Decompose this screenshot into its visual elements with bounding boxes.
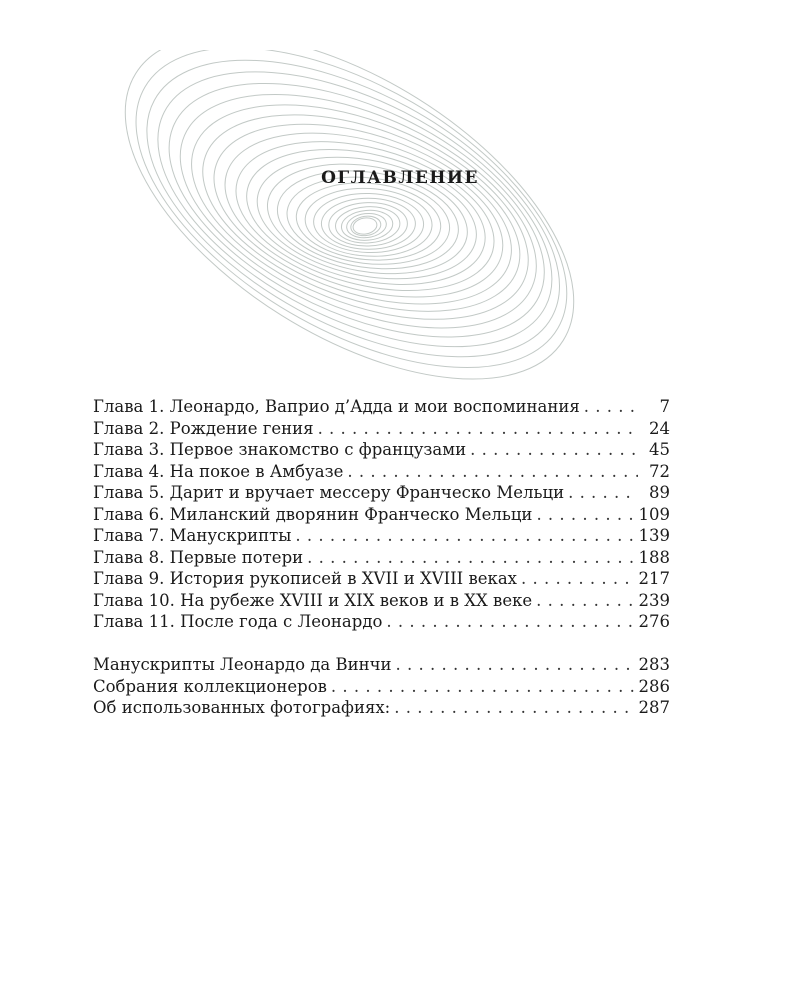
toc-entry-page-number: 7 [659,397,670,416]
toc-entry-title: Глава 7. Манускрипты [93,526,292,545]
ornament-ring [205,103,522,327]
toc-entry[interactable] [93,697,670,719]
toc-entry-title: Глава 10. На рубеже XVIII и XIX веков и в XX веке [93,590,533,610]
toc-entry-title: Глава 11. После года с Леонардо [93,612,383,631]
ornament-ring [120,50,631,390]
toc-entry-title: Собрания коллекционеров [93,676,327,696]
dot-leader [396,654,635,676]
spiral-shell-ornament-icon [120,50,660,390]
dot-leader [521,568,635,590]
dot-leader [295,525,634,547]
toc-entry-title: Об использованных фотографиях: [93,698,391,717]
dot-leader [394,697,634,719]
toc-entry[interactable] [93,439,670,461]
toc-entry[interactable] [93,396,670,418]
dot-leader [536,504,634,526]
ornament-ring [335,205,401,245]
toc-entry[interactable] [93,461,670,483]
toc-entry-title: Глава 9. История рукописей в XVII и XVIII веках [93,569,517,588]
dot-leader [584,396,638,418]
dot-leader [536,590,634,612]
dot-leader [386,611,634,633]
toc-entry-title: Глава 4. На покое в Амбуазе [93,461,344,481]
toc-entry-page-number: 286 [638,676,670,696]
toc-entry-page-number: 217 [638,569,670,588]
dot-leader [568,482,638,504]
toc-entry-page-number: 109 [638,504,670,524]
toc-entry-title: Глава 1. Леонардо, Ваприо д’Адда и мои воспоминания [93,397,580,416]
toc-entry-title: Глава 8. Первые потери [93,547,304,567]
toc-entry-page-number: 45 [649,440,670,459]
dot-leader [331,676,635,698]
toc-entry[interactable] [93,482,670,504]
toc-entry[interactable] [93,504,670,526]
toc-entry[interactable] [93,547,670,569]
toc-entry-title: Глава 3. Первое знакомство с французами [93,440,467,459]
dot-leader [347,461,638,483]
toc-section-gap [93,633,670,655]
toc-entry-page-number: 287 [638,698,670,717]
toc-entry[interactable] [93,525,670,547]
toc-entry-page-number: 276 [638,612,670,631]
toc-entry-page-number: 24 [649,418,670,438]
toc-entry-page-number: 139 [638,526,670,545]
ornament-ring [233,127,499,306]
toc-entry-page-number: 188 [638,547,670,567]
dot-leader [470,439,638,461]
toc-entry[interactable] [93,590,670,612]
toc-entry[interactable] [93,676,670,698]
toc-entry-page-number: 72 [649,461,670,481]
table-of-contents [93,396,670,719]
page-title: ОГЛАВЛЕНИЕ [321,168,479,188]
dot-leader [318,418,638,440]
toc-entry-title: Манускрипты Леонардо да Винчи [93,655,392,674]
toc-entry-page-number: 239 [638,590,670,610]
toc-entry[interactable] [93,418,670,440]
toc-entry-title: Глава 6. Миланский дворянин Франческо Мельци [93,504,533,524]
toc-entry[interactable] [93,568,670,590]
dot-leader [307,547,634,569]
toc-entry[interactable] [93,654,670,676]
toc-entry-title: Глава 5. Дарит и вручает мессеру Франческо Мельци [93,483,565,502]
toc-entry-title: Глава 2. Рождение гения [93,418,314,438]
toc-entry[interactable] [93,611,670,633]
toc-entry-page-number: 89 [649,483,670,502]
toc-entry-page-number: 283 [638,655,670,674]
